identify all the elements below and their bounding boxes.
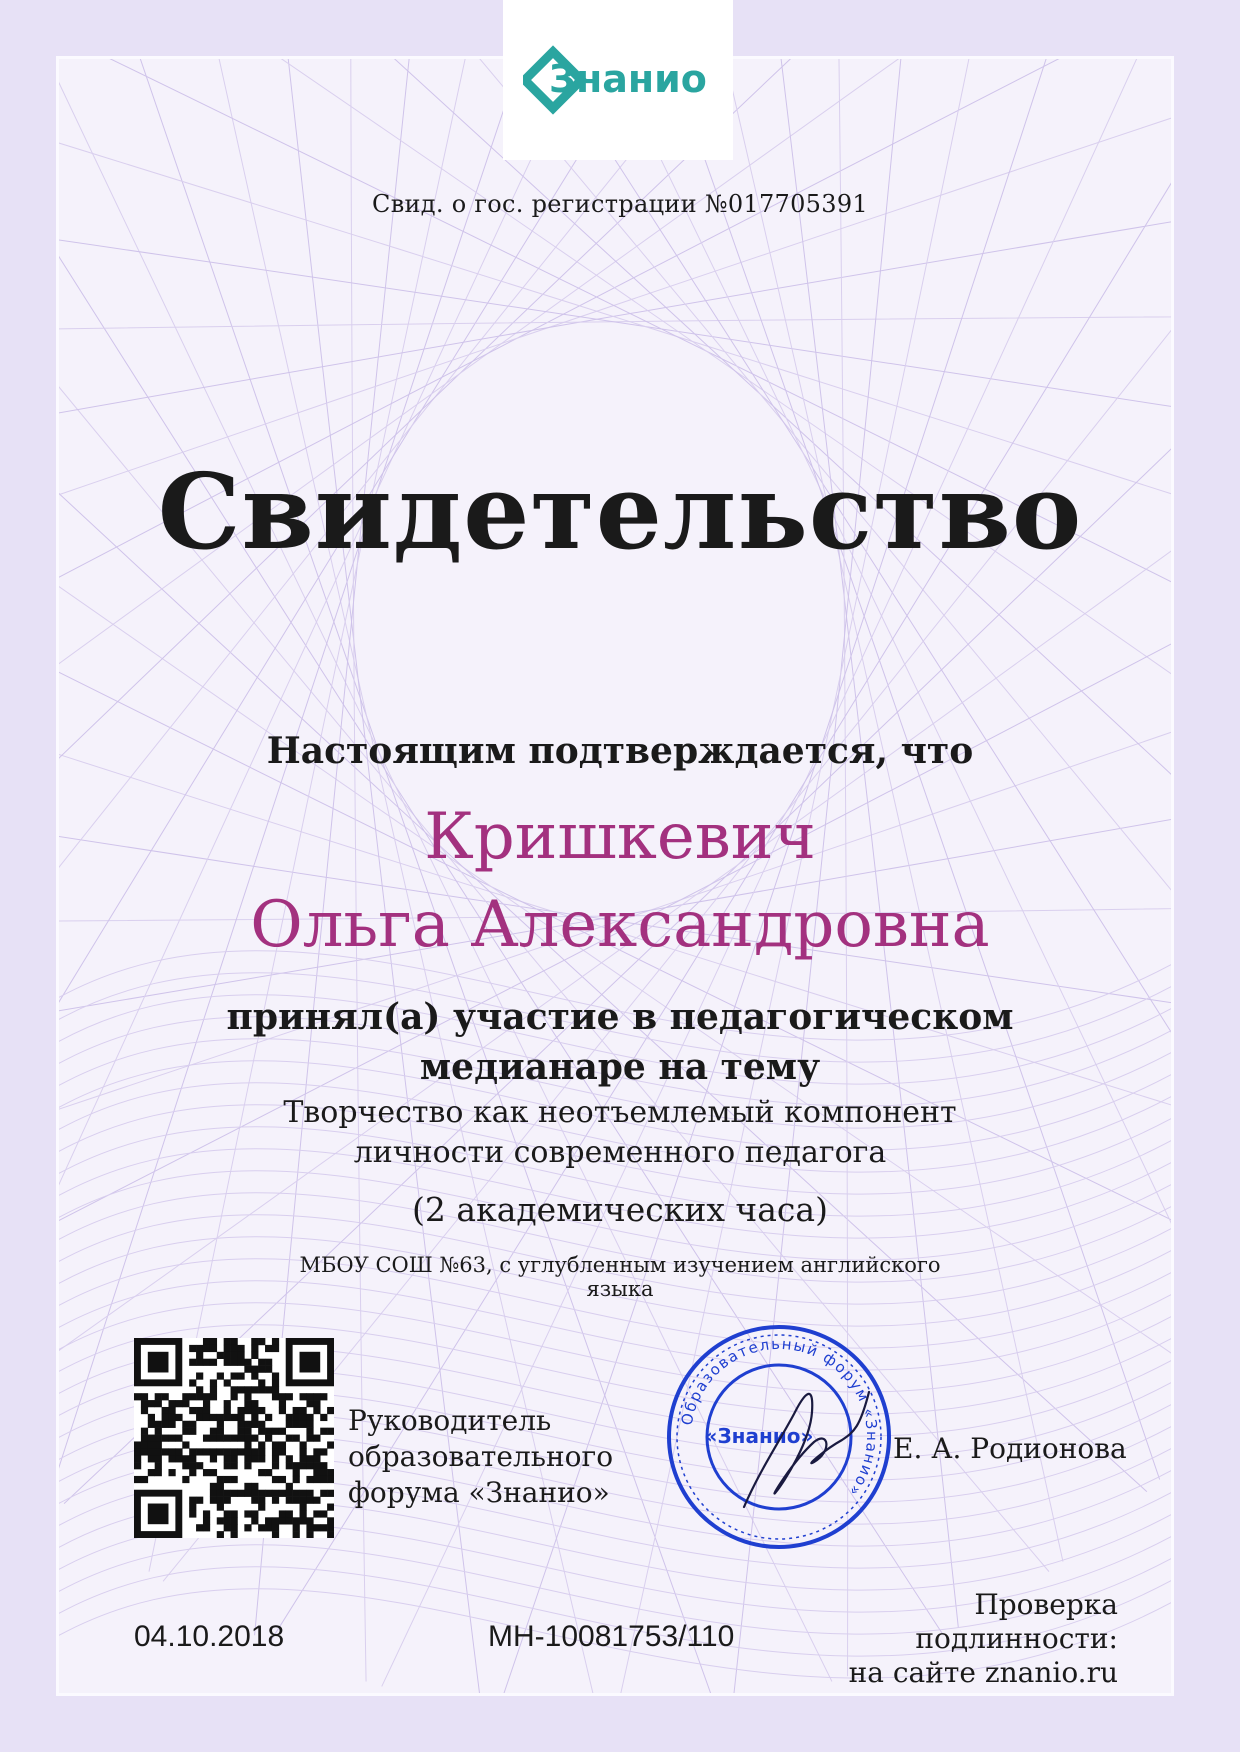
school-line-2: языка (586, 1277, 654, 1301)
verify-line-2: подлинности: (915, 1622, 1118, 1655)
participation-text (0, 992, 1240, 1092)
participation-line-2: медианаре на тему (419, 1046, 821, 1088)
qr-code[interactable] (134, 1338, 334, 1538)
certificate-title: Свидетельство (157, 450, 1083, 573)
verification-note (800, 1588, 1118, 1690)
verify-line-3: на сайте znanio.ru (848, 1656, 1118, 1689)
signer-name: Е. А. Родионова (893, 1432, 1127, 1465)
document-number: МН-10081753/110 (488, 1620, 735, 1653)
stamp-seal-icon (664, 1322, 894, 1552)
topic-line-2: личности современного педагога (353, 1135, 887, 1170)
registration-number: Свид. о гос. регистрации №017705391 (372, 190, 868, 218)
head-role (348, 1403, 613, 1511)
issue-date: 04.10.2018 (134, 1620, 285, 1653)
topic-text (0, 1093, 1240, 1173)
academic-hours: (2 академических часа) (412, 1190, 828, 1229)
verify-line-1: Проверка (974, 1588, 1118, 1621)
confirm-line: Настоящим подтверждается, что (266, 730, 974, 772)
topic-line-1: Творчество как неотъемлемый компонент (283, 1095, 957, 1130)
qr-code-icon (134, 1338, 334, 1538)
head-role-line-1: Руководитель (348, 1404, 552, 1437)
logo-text: Знанио (549, 57, 707, 101)
recipient-given-names: Ольга Александровна (250, 888, 990, 962)
znanio-logo-icon (523, 40, 713, 120)
participation-line-1: принял(а) участие в педагогическом (226, 996, 1014, 1038)
head-role-line-2: образовательного (348, 1440, 614, 1473)
logo-box (503, 0, 733, 160)
stamp-center-text: «Знанио» (704, 1424, 814, 1448)
recipient-surname: Кришкевич (424, 800, 816, 874)
school-name (0, 1253, 1240, 1301)
head-role-line-3: форума «Знанио» (348, 1476, 610, 1509)
stamp-ring-text: Образовательный форум «Знанио» (677, 1334, 882, 1501)
school-line-1: МБОУ СОШ №63, с углубленным изучением английского (299, 1253, 941, 1277)
